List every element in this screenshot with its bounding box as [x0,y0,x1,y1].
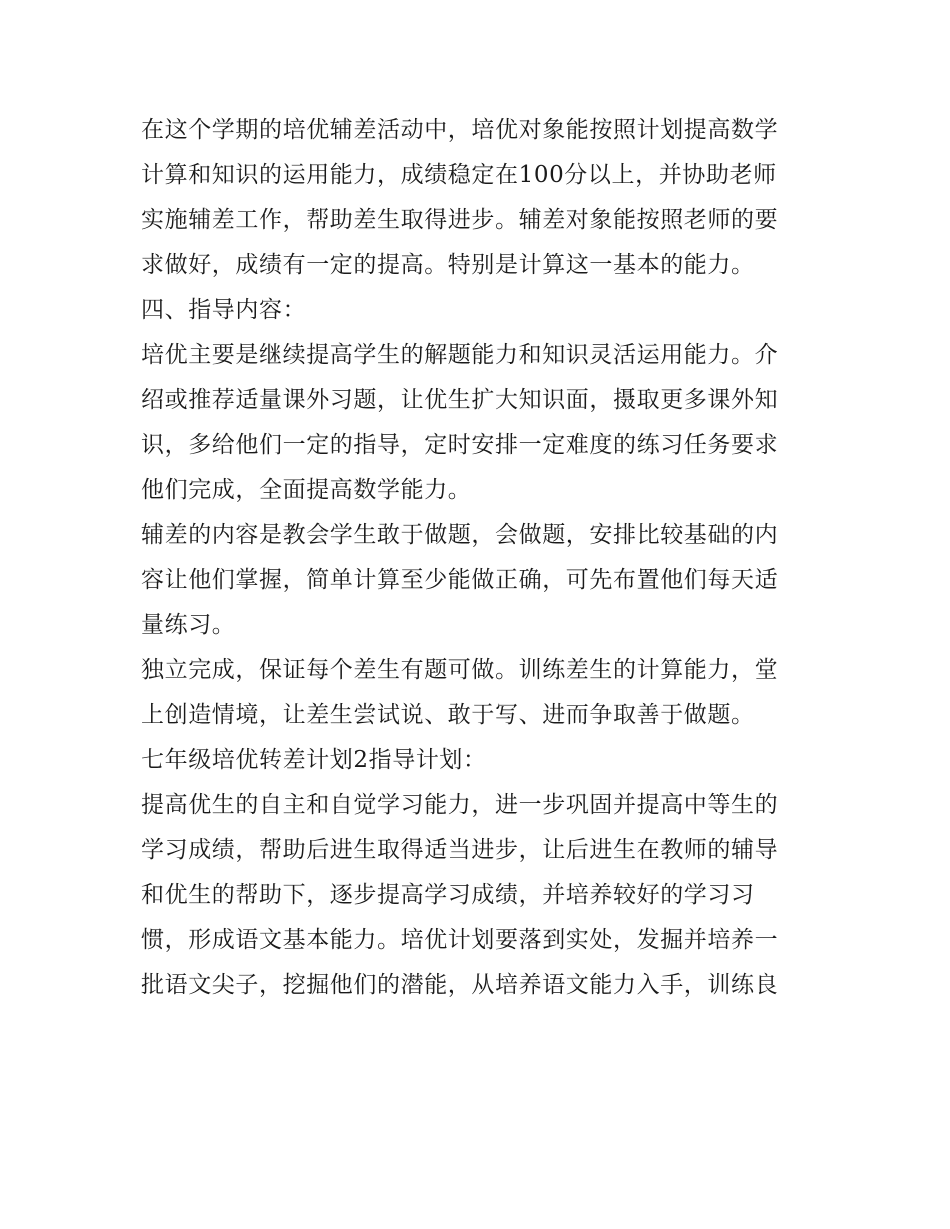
text-line-9: 他们完成，全面提高数学能力。 [141,477,472,503]
text-line-14: 上创造情境，让差生尝试说、敢于写、进而争取善于做题。 [141,702,755,728]
text-line-12: 量练习。 [141,612,236,638]
text-line-3: 实施辅差工作，帮助差生取得进步。辅差对象能按照老师的要 [141,207,779,233]
text-line-20: 批语文尖子，挖掘他们的潜能，从培养语文能力入手，训练良 [141,972,779,998]
text-line-19: 惯，形成语文基本能力。培优计划要落到实处，发掘并培养一 [141,927,779,953]
text-line-10: 辅差的内容是教会学生敢于做题，会做题，安排比较基础的内 [141,522,779,548]
text-line-17: 学习成绩，帮助后进生取得适当进步，让后进生在教师的辅导 [141,837,779,863]
text-line-2: 计算和知识的运用能力，成绩稳定在100分以上，并协助老师 [141,162,777,188]
text-line-7: 绍或推荐适量课外习题，让优生扩大知识面，摄取更多课外知 [141,387,779,413]
section-heading-plan-2: 七年级培优转差计划2指导计划： [141,747,487,773]
document-body [141,108,813,1008]
text-line-13: 独立完成，保证每个差生有题可做。训练差生的计算能力，堂 [141,657,779,683]
text-line-18: 和优生的帮助下，逐步提高学习成绩，并培养较好的学习习 [141,882,755,908]
text-line-1: 在这个学期的培优辅差活动中，培优对象能按照计划提高数学 [141,117,779,143]
text-line-16: 提高优生的自主和自觉学习能力，进一步巩固并提高中等生的 [141,792,779,818]
section-heading-guidance-content: 四、指导内容： [141,297,307,323]
text-line-4: 求做好，成绩有一定的提高。特别是计算这一基本的能力。 [141,252,755,278]
text-line-11: 容让他们掌握，简单计算至少能做正确，可先布置他们每天适 [141,567,779,593]
text-line-6: 培优主要是继续提高学生的解题能力和知识灵活运用能力。介 [141,342,779,368]
text-line-8: 识，多给他们一定的指导，定时安排一定难度的练习任务要求 [141,432,779,458]
